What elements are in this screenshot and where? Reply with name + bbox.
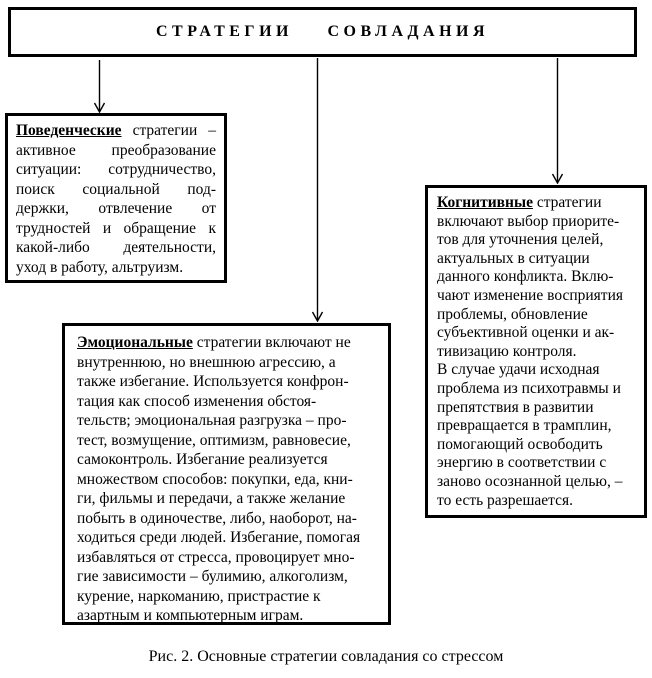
behavioral-lead-word: Поведенческие [16,122,122,139]
cognitive-lead-word: Когнитивные [437,194,533,211]
text-line: тивизацию контроля. [437,342,577,360]
emotional-first-line-rest: стратегии включают не [192,334,351,351]
behavioral-strategies-box [5,113,227,283]
arrow-to-emotional [310,58,325,322]
emotional-body-text [77,353,378,626]
behavioral-first-line-rest: стратегии – [121,122,216,139]
arrow-to-behavioral [92,60,107,113]
arrow-to-cognitive [550,58,565,184]
emotional-lead-word: Эмоциональные [77,334,193,351]
text-line: уход в работу, альтруизм. [16,258,184,276]
text-line: проблемы, обновление [437,305,588,323]
text-line: держки, отвлечение от [16,200,216,217]
text-line: какой-либо деятельности, [16,239,216,256]
text-line: поиск социальной под- [16,180,216,198]
text-line: чают изменение восприятия [437,286,623,304]
text-line: заново осознанной целью, – [437,472,623,490]
text-line: курение, наркоманию, пристрастие к [77,587,321,605]
text-line: В случае удачи исходная [437,361,600,379]
text-line: то есть разрешается. [437,491,573,509]
text-line: включают выбор приорите- [437,212,620,230]
text-line: трудностей и обращение к [16,219,216,237]
text-line: избавляться от стресса, провоцирует мно- [77,548,355,566]
text-line: азартным и компьютерным играм. [77,607,304,624]
text-line: гие зависимости – булимию, алкоголизм, [77,568,348,585]
text-line: помогающий освободить [437,435,603,453]
down-arrow-icon [310,58,325,322]
text-line: внутреннюю, но внешнюю агрессию, а [77,353,336,371]
text-line: ситуации: сотрудничество, [16,161,216,178]
cognitive-first-line-rest: стратегии [532,194,602,211]
cognitive-body-text [437,213,638,511]
title-box [8,7,637,57]
text-line: данного конфликта. Вклю- [437,268,614,286]
text-line: проблема из психотравмы и [437,379,621,397]
behavioral-body-text [16,141,216,278]
behavioral-first-line [16,121,216,141]
text-line: тест, возмущение, оптимизм, равновесие, [77,431,351,449]
text-line: ходиться среди людей. Избегание, помогая [77,529,361,546]
text-line: тов для уточнения целей, [437,231,604,249]
cognitive-strategies-box [425,185,647,518]
down-arrow-icon [550,58,565,184]
text-line: тельств; эмоциональная разгрузка – про- [77,412,347,429]
emotional-first-line [77,333,378,353]
text-line: субъективной оценки и ак- [437,324,615,342]
text-line: ги, фильмы и передачи, а также желание [77,490,346,507]
emotional-strategies-box [62,323,391,625]
text-line: препятствия в развитии [437,398,594,416]
down-arrow-icon [92,60,107,113]
cognitive-first-line [437,194,638,213]
text-line: энергию в соответствии с [437,454,607,472]
text-line: превращается в трамплин, [437,417,612,435]
text-line: самоконтроль. Избегание реализуется [77,451,328,468]
text-line: множеством способов: покупки, еда, кни- [77,470,353,488]
text-line: активное преобразование [16,141,216,159]
text-line: побыть в одиночестве, либо, наоборот, на- [77,509,357,527]
text-line: актуальных в ситуации [437,249,590,267]
figure-caption: Рис. 2. Основные стратегии совладания со стрессом [148,648,504,665]
diagram-title: СТРАТЕГИИ СОВЛАДАНИЯ [155,23,490,40]
text-line: тация как способ изменения обстоя- [77,392,317,410]
text-line: также избегание. Используется конфрон- [77,373,349,390]
